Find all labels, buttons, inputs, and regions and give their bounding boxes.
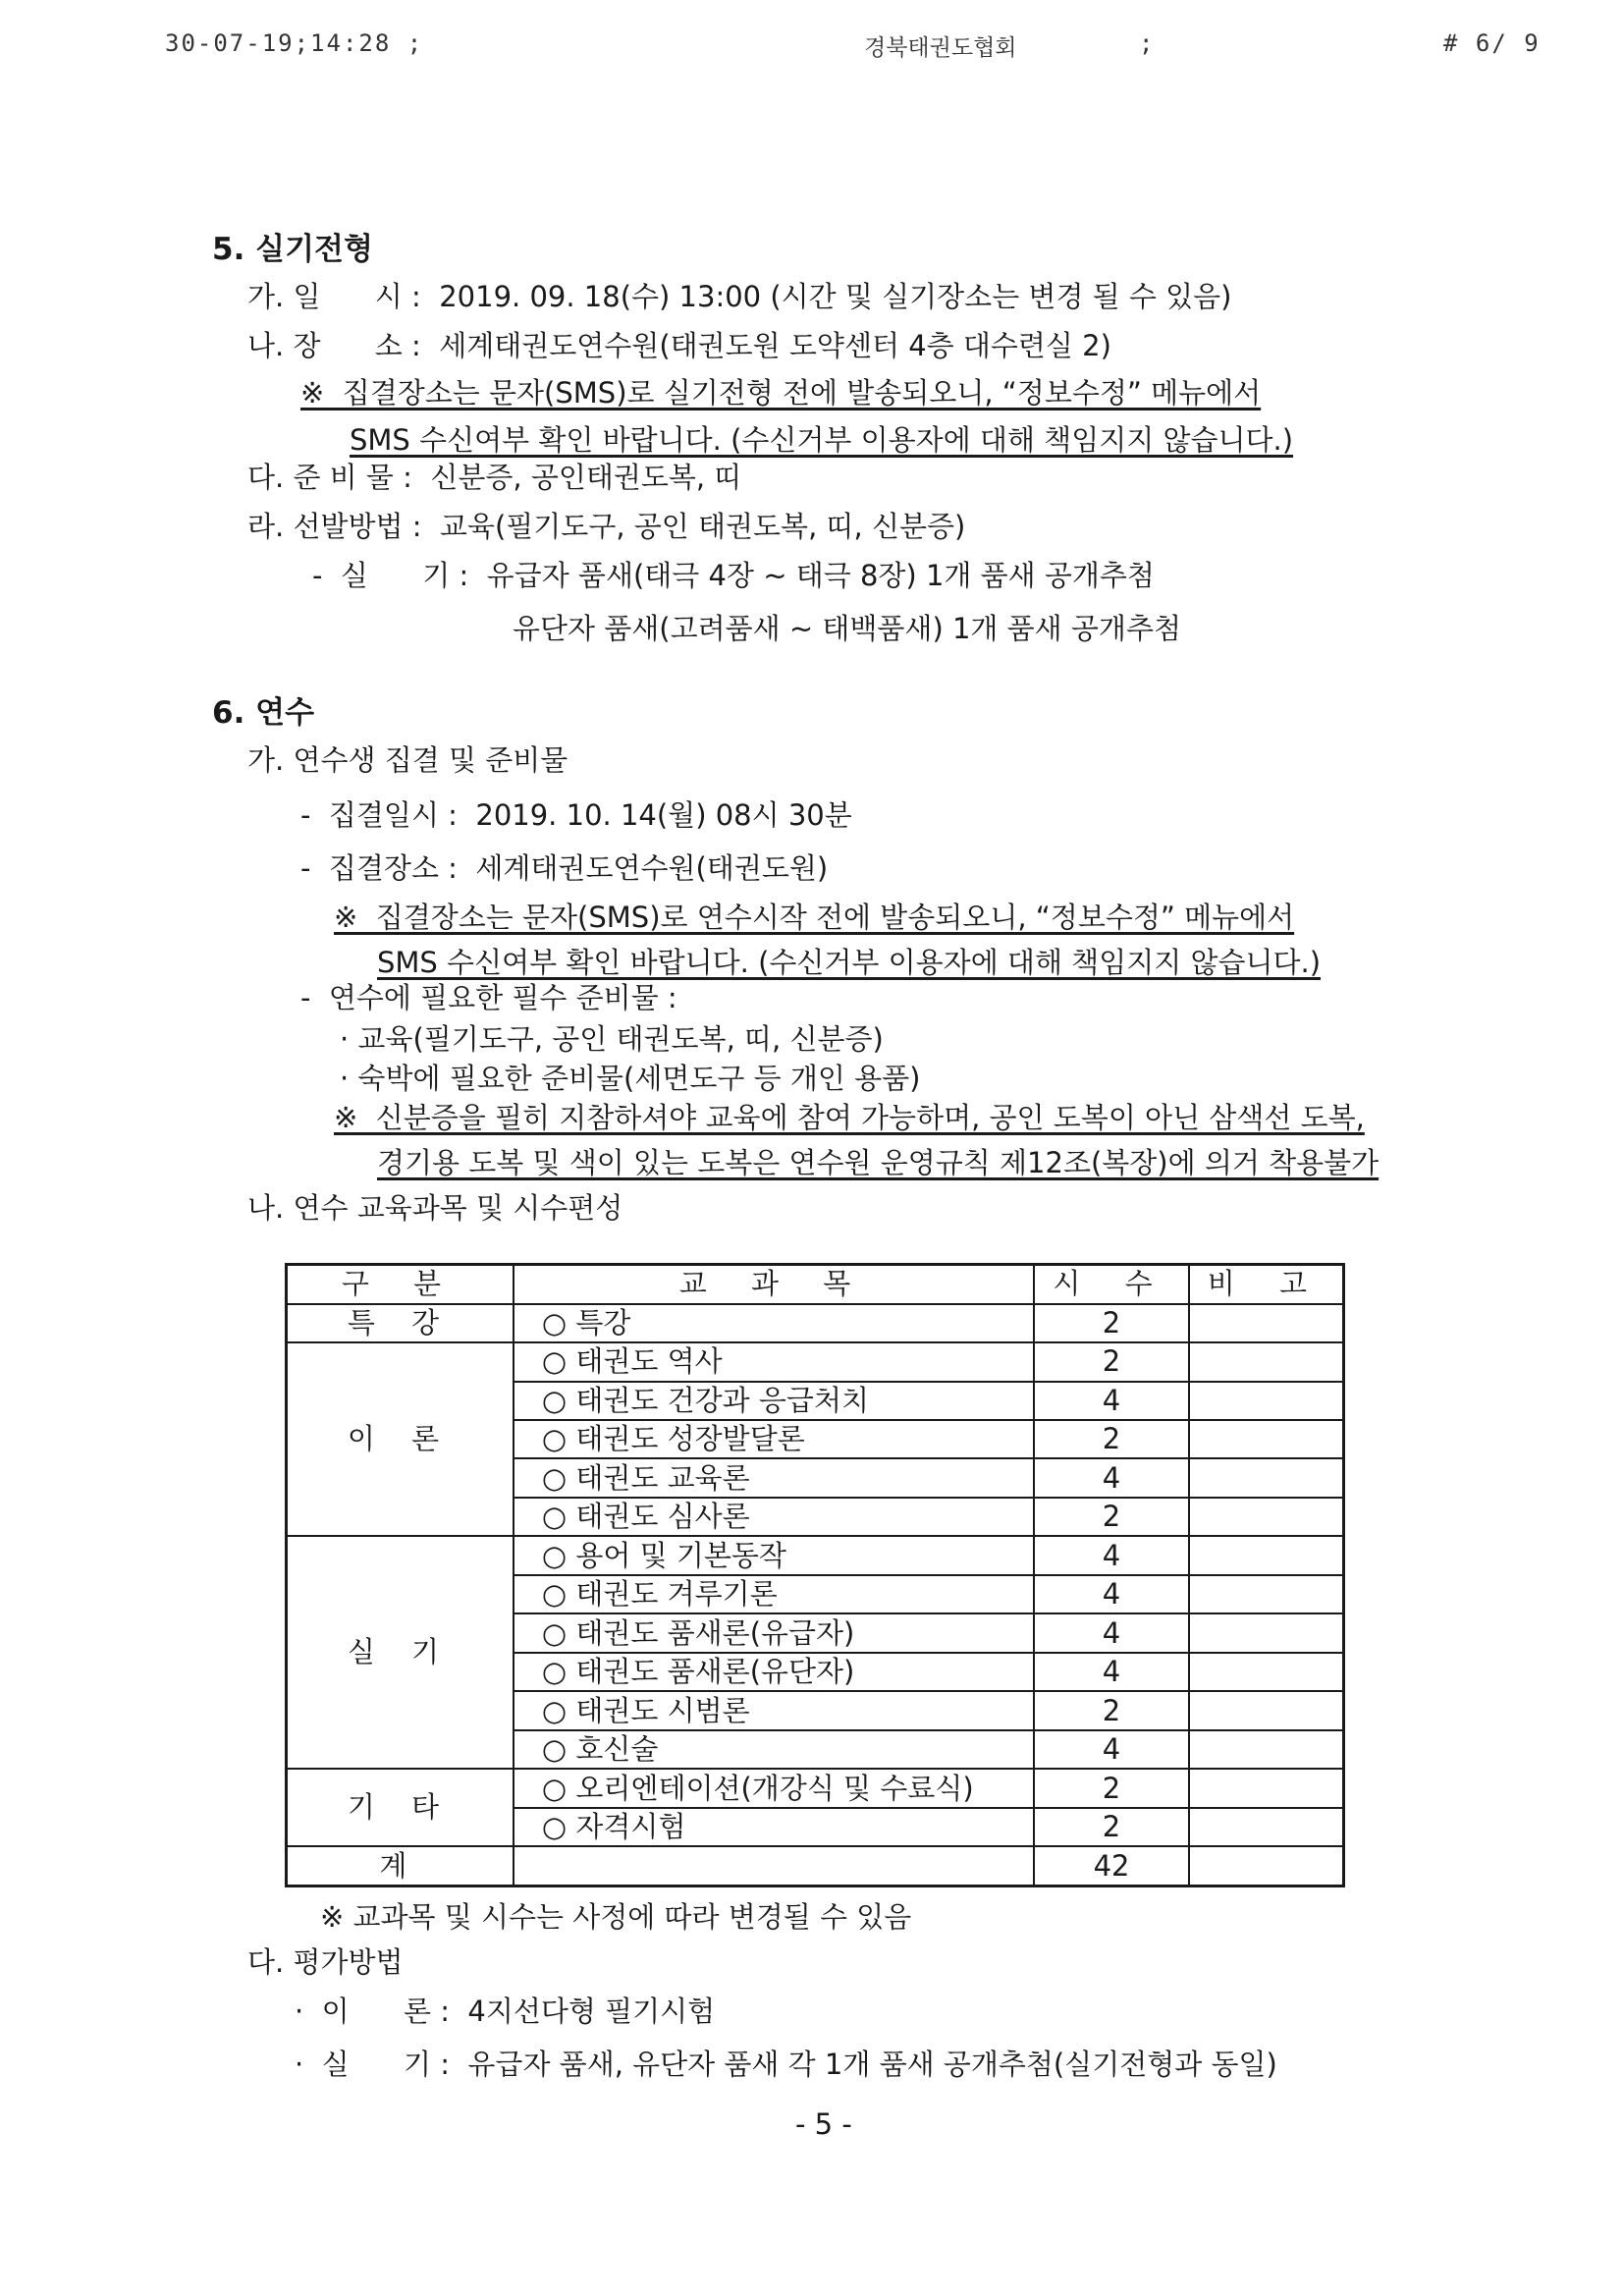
remarks-cell bbox=[1189, 1730, 1344, 1769]
remarks-cell bbox=[1189, 1304, 1344, 1342]
table-note: ※ 교과목 및 시수는 사정에 따라 변경될 수 있음 bbox=[320, 1900, 912, 1934]
table-header-row bbox=[287, 1265, 1344, 1304]
fax-page: # 6/ 9 bbox=[1443, 29, 1541, 57]
subject-cell: ○ 태권도 성장발달론 bbox=[514, 1420, 1034, 1458]
hours-cell: 2 bbox=[1034, 1691, 1189, 1729]
section5-note-line2: SMS 수신여부 확인 바랍니다. (수신거부 이용자에 대해 책임지지 않습니다.) bbox=[350, 423, 1294, 457]
required-supplies: - 연수에 필요한 필수 준비물 : bbox=[300, 981, 677, 1014]
total-subject-cell bbox=[514, 1846, 1034, 1886]
section5-selection: 라. 선발방법 : 교육(필기도구, 공인 태권도복, 띠, 신분증) bbox=[247, 510, 966, 543]
header-hours: 시 수 bbox=[1034, 1265, 1189, 1304]
remarks-cell bbox=[1189, 1420, 1344, 1458]
section6-title: 6. 연수 bbox=[212, 695, 315, 731]
fax-timestamp: 30-07-19;14:28 ; bbox=[165, 29, 424, 57]
remarks-cell bbox=[1189, 1769, 1344, 1807]
subject-cell: ○ 용어 및 기본동작 bbox=[514, 1536, 1034, 1574]
table-row bbox=[287, 1769, 1344, 1807]
section6-note-line1: ※ 집결장소는 문자(SMS)로 연수시작 전에 발송되오니, “정보수정” 메뉴에서 bbox=[334, 901, 1295, 934]
section5-supplies: 다. 준 비 물 : 신분증, 공인태권도복, 띠 bbox=[247, 461, 742, 494]
fax-separator: ; bbox=[1139, 29, 1156, 57]
subject-cell: ○ 태권도 품새론(유급자) bbox=[514, 1613, 1034, 1652]
total-label: 계 bbox=[287, 1846, 514, 1886]
section5-place: 나. 장 소 : 세계태권도연수원(태권도원 도약센터 4층 대수련실 2) bbox=[247, 329, 1111, 362]
assembly-time: - 집결일시 : 2019. 10. 14(월) 08시 30분 bbox=[300, 798, 852, 832]
category-cell: 실 기 bbox=[287, 1536, 514, 1769]
subject-cell: ○ 호신술 bbox=[514, 1730, 1034, 1769]
section5-practical-line1: - 실 기 : 유급자 품새(태극 4장 ~ 태극 8장) 1개 품새 공개추첨 bbox=[312, 559, 1155, 592]
fax-sender: 경북태권도협회 bbox=[864, 35, 1017, 61]
header-remarks: 비 고 bbox=[1189, 1265, 1344, 1304]
category-cell: 특 강 bbox=[287, 1304, 514, 1342]
category-cell: 이 론 bbox=[287, 1342, 514, 1536]
hours-cell: 2 bbox=[1034, 1808, 1189, 1846]
section6-note-line3: ※ 신분증을 필히 지참하셔야 교육에 참여 가능하며, 공인 도복이 아닌 삼색선 도복, bbox=[334, 1101, 1365, 1134]
total-remarks-cell bbox=[1189, 1846, 1344, 1886]
eval-practical: · 실 기 : 유급자 품새, 유단자 품새 각 1개 품새 공개추첨(실기전형과 동일) bbox=[295, 2048, 1277, 2081]
remarks-cell bbox=[1189, 1458, 1344, 1497]
hours-cell: 2 bbox=[1034, 1498, 1189, 1536]
remarks-cell bbox=[1189, 1575, 1344, 1613]
section6-note-line2: SMS 수신여부 확인 바랍니다. (수신거부 이용자에 대해 책임지지 않습니다.) bbox=[377, 946, 1322, 979]
hours-cell: 2 bbox=[1034, 1769, 1189, 1807]
section5-practical-line2: 유단자 품새(고려품새 ~ 태백품새) 1개 품새 공개추첨 bbox=[513, 612, 1181, 645]
hours-cell: 4 bbox=[1034, 1575, 1189, 1613]
total-hours: 42 bbox=[1034, 1846, 1189, 1886]
remarks-cell bbox=[1189, 1808, 1344, 1846]
eval-theory: · 이 론 : 4지선다형 필기시험 bbox=[295, 1995, 716, 2028]
hours-cell: 4 bbox=[1034, 1536, 1189, 1574]
remarks-cell bbox=[1189, 1498, 1344, 1536]
hours-cell: 4 bbox=[1034, 1613, 1189, 1652]
header-subject: 교 과 목 bbox=[514, 1265, 1034, 1304]
section5-title: 5. 실기전형 bbox=[212, 232, 373, 267]
subject-cell: ○ 태권도 겨루기론 bbox=[514, 1575, 1034, 1613]
page-number: - 5 - bbox=[795, 2107, 852, 2141]
remarks-cell bbox=[1189, 1382, 1344, 1420]
subject-cell: ○ 자격시험 bbox=[514, 1808, 1034, 1846]
subject-cell: ○ 태권도 시범론 bbox=[514, 1691, 1034, 1729]
section6-note-line4: 경기용 도복 및 색이 있는 도복은 연수원 운영규칙 제12조(복장)에 의거 착용불가 bbox=[377, 1146, 1380, 1179]
header-category: 구 분 bbox=[287, 1265, 514, 1304]
category-cell: 기 타 bbox=[287, 1769, 514, 1846]
section5-note-line1: ※ 집결장소는 문자(SMS)로 실기전형 전에 발송되오니, “정보수정” 메뉴에서 bbox=[300, 376, 1262, 410]
section6-ga-title: 가. 연수생 집결 및 준비물 bbox=[247, 743, 568, 777]
remarks-cell bbox=[1189, 1536, 1344, 1574]
remarks-cell bbox=[1189, 1691, 1344, 1729]
hours-cell: 4 bbox=[1034, 1730, 1189, 1769]
remarks-cell bbox=[1189, 1653, 1344, 1691]
subject-cell: ○ 특강 bbox=[514, 1304, 1034, 1342]
hours-cell: 2 bbox=[1034, 1342, 1189, 1381]
subject-cell: ○ 태권도 품새론(유단자) bbox=[514, 1653, 1034, 1691]
table-row bbox=[287, 1536, 1344, 1574]
hours-cell: 2 bbox=[1034, 1420, 1189, 1458]
subject-cell: ○ 태권도 역사 bbox=[514, 1342, 1034, 1381]
hours-cell: 4 bbox=[1034, 1653, 1189, 1691]
required-item-2: · 숙박에 필요한 준비물(세면도구 등 개인 용품) bbox=[340, 1062, 921, 1095]
hours-cell: 4 bbox=[1034, 1382, 1189, 1420]
hours-cell: 2 bbox=[1034, 1304, 1189, 1342]
hours-cell: 4 bbox=[1034, 1458, 1189, 1497]
table-total-row bbox=[287, 1846, 1344, 1886]
section5-date: 가. 일 시 : 2019. 09. 18(수) 13:00 (시간 및 실기장소는 변경 될 수 있음) bbox=[247, 280, 1232, 313]
required-item-1: · 교육(필기도구, 공인 태권도복, 띠, 신분증) bbox=[340, 1022, 884, 1056]
subject-cell: ○ 태권도 건강과 응급처치 bbox=[514, 1382, 1034, 1420]
table-row bbox=[287, 1304, 1344, 1342]
remarks-cell bbox=[1189, 1613, 1344, 1652]
subject-cell: ○ 태권도 심사론 bbox=[514, 1498, 1034, 1536]
subject-cell: ○ 오리엔테이션(개강식 및 수료식) bbox=[514, 1769, 1034, 1807]
remarks-cell bbox=[1189, 1342, 1344, 1381]
assembly-place: - 집결장소 : 세계태권도연수원(태권도원) bbox=[300, 851, 829, 885]
section6-da-title: 다. 평가방법 bbox=[247, 1945, 404, 1979]
table-row bbox=[287, 1342, 1344, 1381]
section6-na-title: 나. 연수 교육과목 및 시수편성 bbox=[247, 1191, 623, 1225]
curriculum-table bbox=[285, 1263, 1345, 1887]
subject-cell: ○ 태권도 교육론 bbox=[514, 1458, 1034, 1497]
